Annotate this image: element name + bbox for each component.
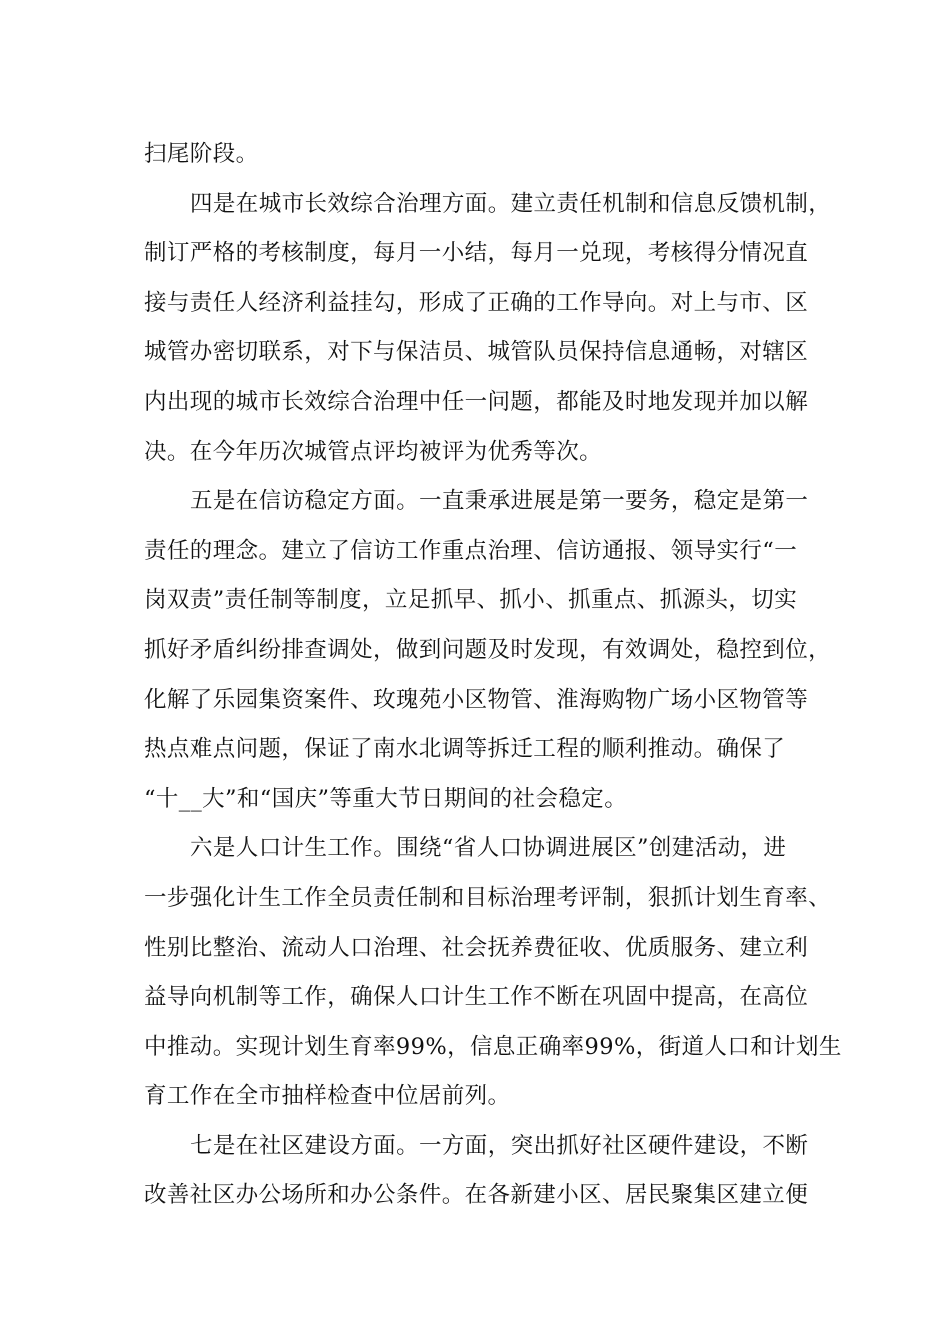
text-line: 内出现的城市长效综合治理中任一问题，都能及时地发现并加以解 [144,388,809,415]
paragraph-start-line: 六是人口计生工作。围绕“省人口协调进展区”创建活动，进 [190,835,787,862]
text-line: 一步强化计生工作全员责任制和目标治理考评制，狠抓计划生育率、 [144,884,832,911]
text-line: 决。在今年历次城管点评均被评为优秀等次。 [144,438,603,465]
text-line: 热点难点问题，保证了南水北调等拆迁工程的顺利推动。确保了 [144,736,786,763]
text-line: 改善社区办公场所和办公条件。在各新建小区、居民聚集区建立便 [144,1182,809,1209]
paragraph-start-line: 七是在社区建设方面。一方面，突出抓好社区硬件建设，不断 [190,1132,809,1159]
paragraph-start-line: 五是在信访稳定方面。一直秉承进展是第一要务，稳定是第一 [190,488,809,515]
text-line: 制订严格的考核制度，每月一小结，每月一兑现，考核得分情况直 [144,240,809,267]
text-line: 城管办密切联系，对下与保洁员、城管队员保持信息通畅，对辖区 [144,339,809,366]
document-body [144,130,842,1221]
text-line: 责任的理念。建立了信访工作重点治理、信访通报、领导实行“一 [144,537,798,564]
text-line: 益导向机制等工作，确保人口计生工作不断在巩固中提高，在高位 [144,984,809,1011]
paragraph-start-line: 四是在城市长效综合治理方面。建立责任机制和信息反馈机制， [190,190,832,217]
text-line: “十__大”和“国庆”等重大节日期间的社会稳定。 [144,785,628,812]
text-line: 扫尾阶段。 [144,141,259,167]
text-line: 化解了乐园集资案件、玫瑰苑小区物管、淮海购物广场小区物管等 [144,686,809,713]
text-line: 岗双责”责任制等制度，立足抓早、抓小、抓重点、抓源头，切实 [144,587,798,614]
text-line: 抓好矛盾纠纷排查调处，做到问题及时发现，有效调处，稳控到位， [144,636,832,663]
text-line: 中推动。实现计划生育率99%，信息正确率99%，街道人口和计划生 [144,1033,842,1060]
text-line: 育工作在全市抽样检查中位居前列。 [144,1083,511,1110]
text-line: 性别比整治、流动人口治理、社会抚养费征收、优质服务、建立利 [144,934,809,961]
text-line: 接与责任人经济利益挂勾，形成了正确的工作导向。对上与市、区 [144,289,809,316]
